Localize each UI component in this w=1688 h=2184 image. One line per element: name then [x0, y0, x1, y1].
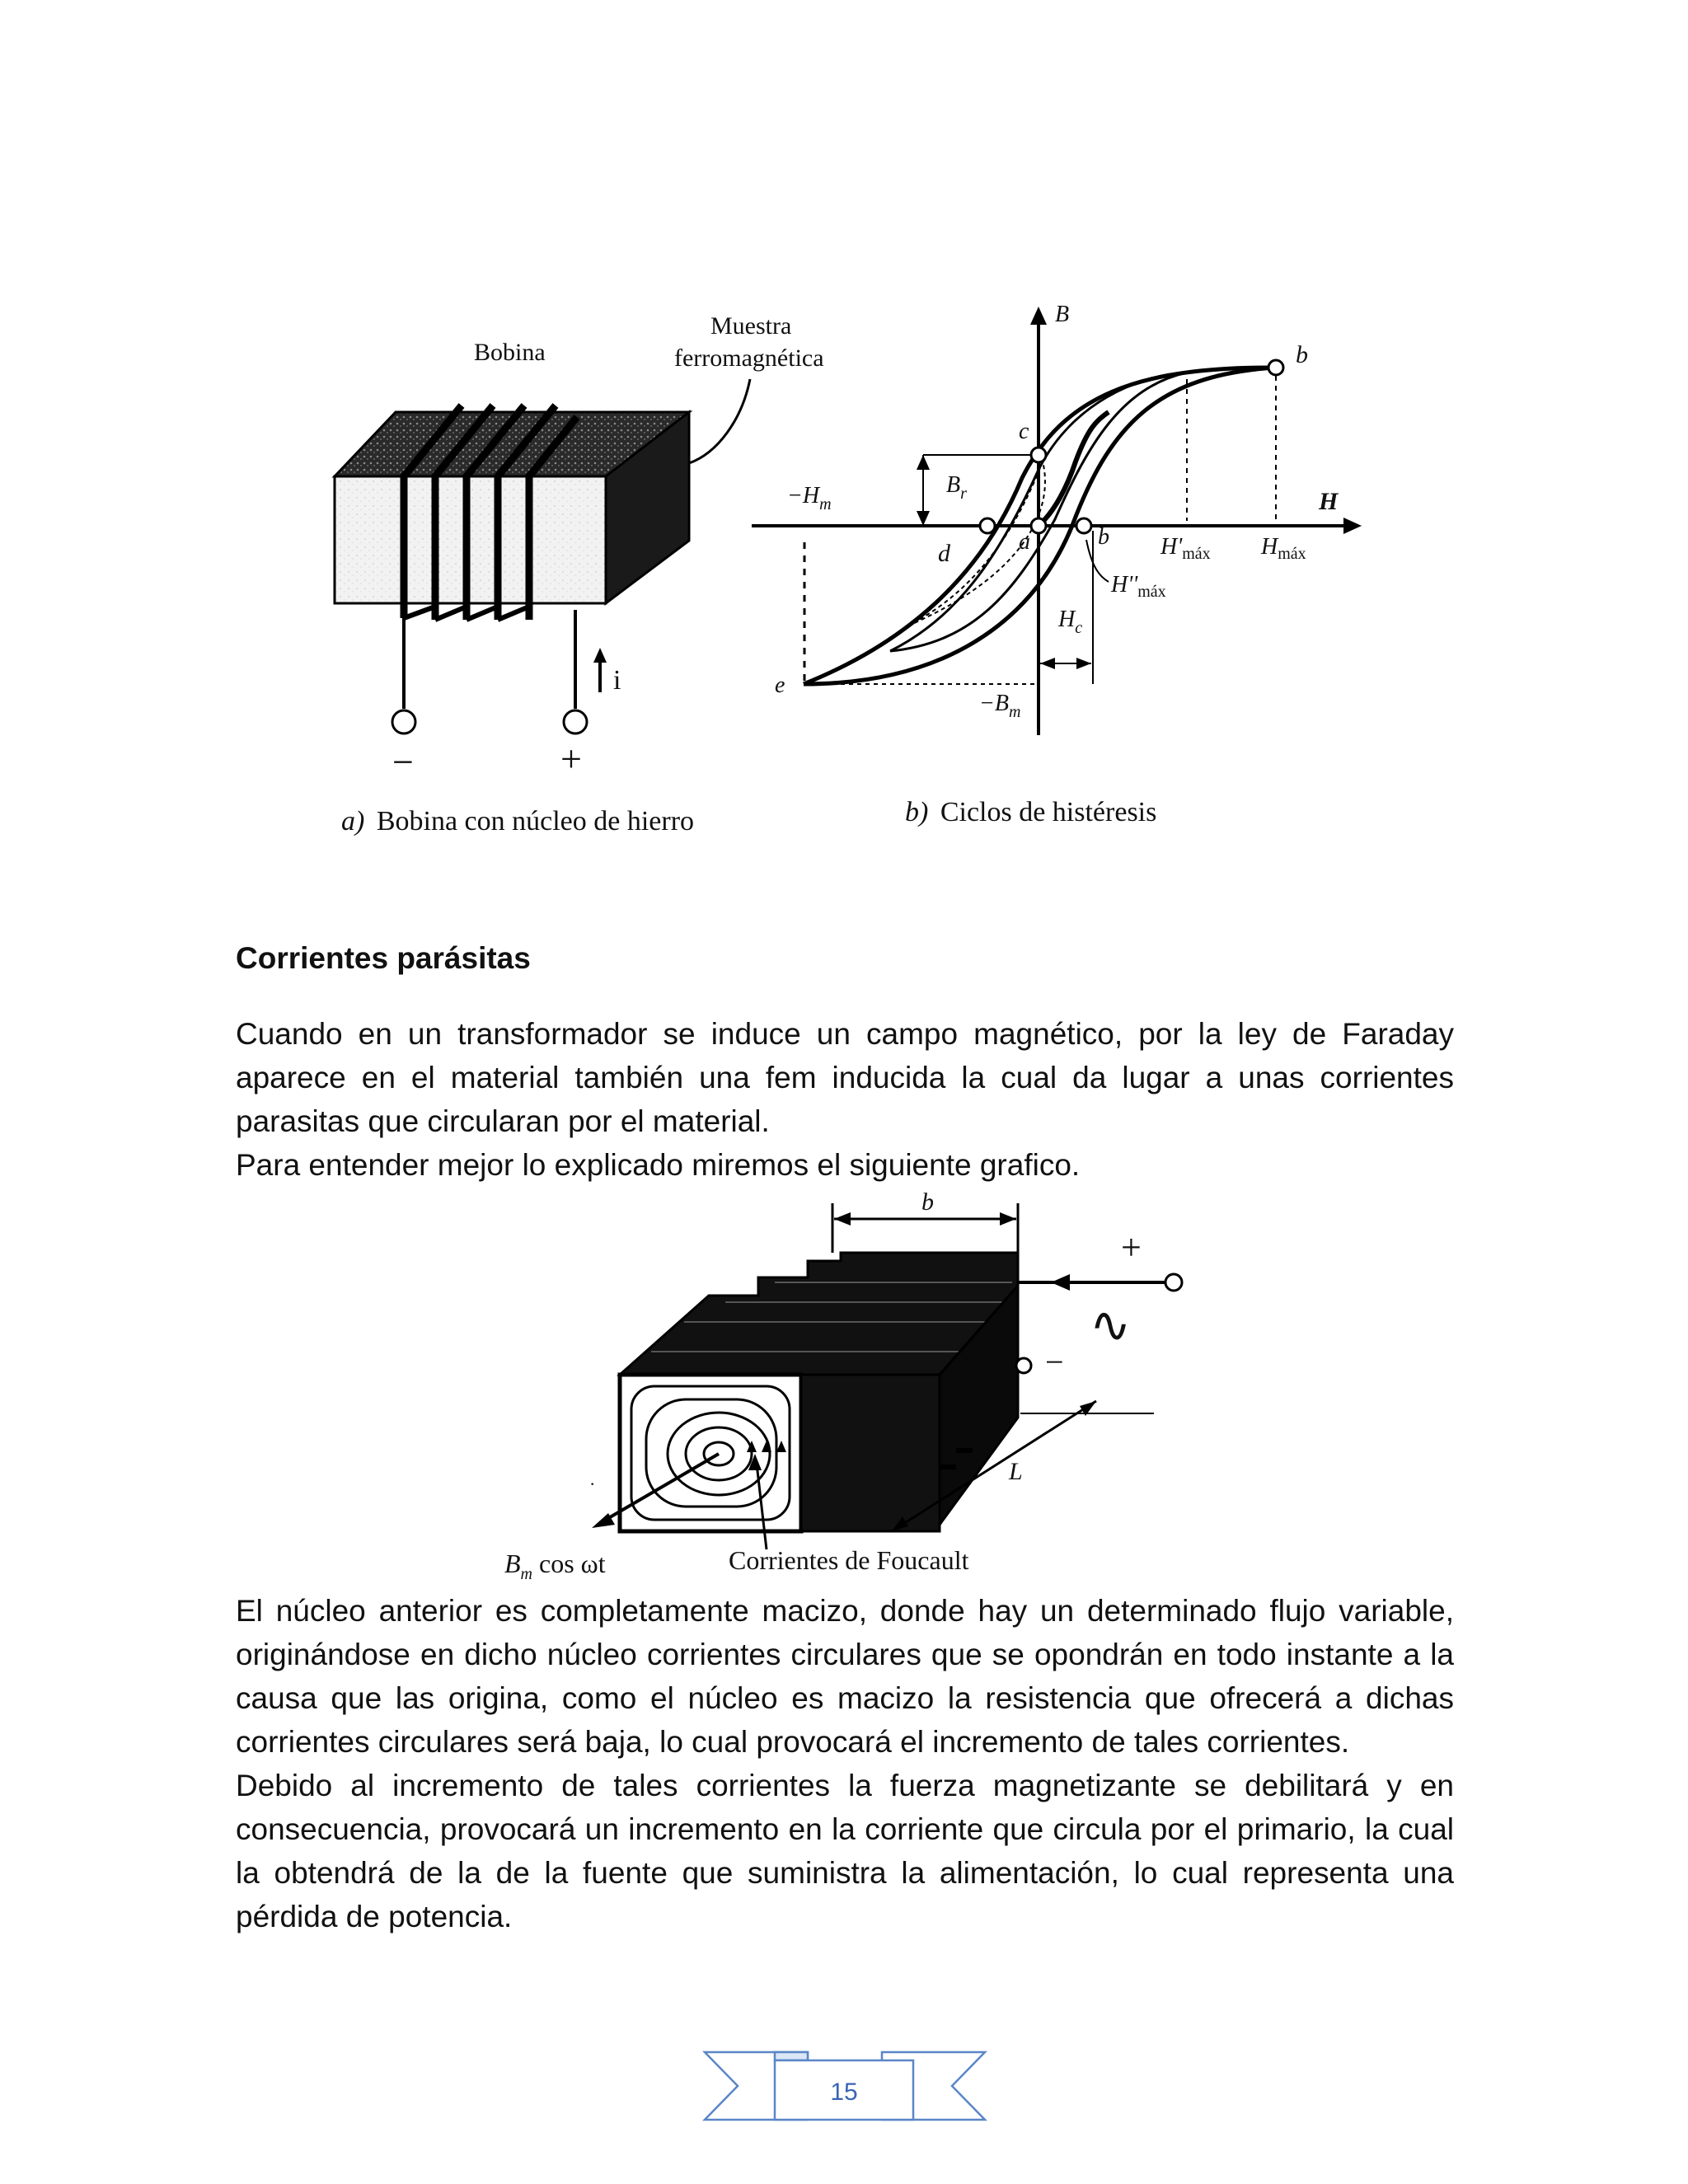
point-a-label: a	[1019, 529, 1030, 555]
sample-label-line2: ferromagnética	[674, 344, 824, 372]
point-b-top	[1268, 360, 1283, 375]
point-d	[980, 518, 995, 533]
point-a	[1031, 518, 1046, 533]
hmax-label: $H_{máx}$	[1261, 534, 1306, 563]
terminal-minus-dot	[392, 710, 415, 733]
hc-label: $H_c$	[1058, 607, 1083, 637]
hysteresis-caption: b) Ciclos de histéresis	[905, 797, 1157, 827]
terminal-minus-label: −	[392, 741, 414, 783]
coil-label: Bobina	[474, 339, 546, 366]
paragraph-2: Para entender mejor lo explicado miremos el siguiente grafico.	[236, 1148, 1081, 1182]
label-l: L	[1009, 1458, 1023, 1485]
terminal-minus-dot	[1016, 1358, 1031, 1373]
hmax-double-prime-label: $H''_{máx}$	[1111, 572, 1166, 601]
axis-b-label: B	[1055, 302, 1070, 327]
label-plus: +	[1121, 1227, 1142, 1268]
body-text	[236, 1589, 1454, 1938]
current-label: i	[613, 665, 621, 696]
point-e-label: e	[775, 673, 785, 698]
br-label: $B_r$	[946, 472, 967, 503]
label-foucault: Corrientes de Foucault	[729, 1545, 969, 1575]
hysteresis-diagram	[752, 302, 1362, 827]
label-b: b	[921, 1188, 934, 1216]
paragraph-4: Debido al incremento de tales corrientes la fuerza magnetizante se debilitará y en consecuencia, provocará un incremento en la corriente que circula por el primario, la cual la obtendrá de la de la fuente que suministra la alimentación, lo cual representa una pérdida de potencia.	[236, 1769, 1454, 1933]
point-b-top-label: b	[1296, 341, 1308, 368]
point-c	[1031, 448, 1046, 462]
coil-diagram	[335, 312, 824, 837]
figure-coil-hysteresis	[313, 288, 1409, 849]
neg-hm-label: $-H_m$	[787, 483, 832, 513]
axis-h-label: H	[1319, 488, 1339, 515]
terminal-plus-label: +	[560, 738, 582, 780]
svg-text:·: ·	[589, 1474, 596, 1494]
label-minus: −	[1045, 1343, 1064, 1380]
hmax-prime-label: $H'_{máx}$	[1160, 534, 1211, 563]
terminal-plus-dot	[1165, 1274, 1182, 1291]
point-c-label: c	[1019, 419, 1029, 444]
page-number: 15	[830, 2079, 858, 2106]
coil-caption: a) Bobina con núcleo de hierro	[341, 806, 695, 837]
terminal-plus-dot	[564, 710, 587, 733]
point-b-mid	[1076, 518, 1091, 533]
paragraph-1: Cuando en un transformador se induce un campo magnético, por la ley de Faraday aparece en el material también una fem inducida la cual da lugar a unas corrientes parasitas que circularan por el material.	[236, 1017, 1454, 1138]
paragraph-3: El núcleo anterior es completamente macizo, donde hay un determinado flujo variable, originándose en dicho núcleo corrientes circulares que se opondrán en todo instante a la causa que las origina, como el núcleo es macizo la resistencia que ofrecerá a dichas corrientes circulares será baja, lo cual provocará el incremento de tales corrientes.	[236, 1594, 1454, 1759]
point-b-mid-label: b	[1098, 524, 1109, 550]
page-number-ribbon	[692, 2042, 997, 2133]
label-ac: ∿	[1090, 1298, 1132, 1352]
section-heading: Corrientes parásitas	[236, 941, 531, 975]
neg-bm-label: $-B_m$	[979, 691, 1021, 721]
label-bm-cos: $B_m$ cos ωt	[504, 1549, 606, 1582]
point-d-label: d	[938, 540, 950, 567]
intro-text	[236, 1012, 1454, 1187]
figure-eddy-core	[478, 1187, 1203, 1582]
sample-label-line1: Muestra	[710, 312, 792, 340]
